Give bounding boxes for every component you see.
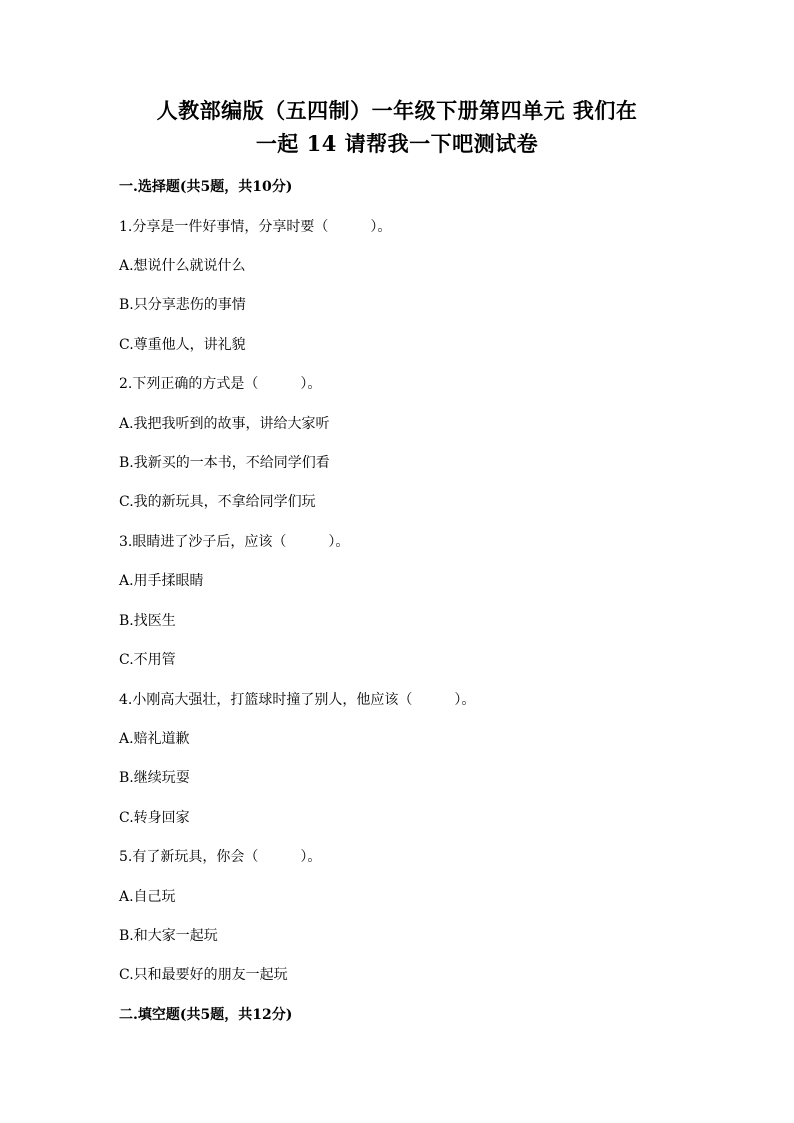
question-option: C.只和最要好的朋友一起玩 [119,967,288,983]
question-option: B.继续玩耍 [119,770,190,786]
question-option: B.我新买的一本书，不给同学们看 [119,455,330,471]
question-option: B.只分享悲伤的事情 [119,297,246,313]
question-option: A.自己玩 [119,889,176,905]
question-stem: 4.小刚高大强壮，打篮球时撞了别人，他应该（ ）。 [119,692,476,708]
question-option: A.赔礼道歉 [119,731,190,747]
question-option: B.和大家一起玩 [119,928,218,944]
question-option: A.想说什么就说什么 [119,258,246,274]
question-stem: 5.有了新玩具，你会（ ）。 [119,849,322,865]
question-stem: 1.分享是一件好事情，分享时要（ ）。 [119,219,392,235]
section-heading-choice: 一.选择题(共5题，共10分) [119,179,293,195]
section-heading-fill-blank: 二.填空题(共5题，共12分) [119,1007,293,1023]
question-option: C.转身回家 [119,810,190,826]
exam-title-line-1: 人教部编版（五四制）一年级下册第四单元 我们在 [156,98,638,123]
question-option: A.我把我听到的故事，讲给大家听 [119,416,330,432]
exam-title-line-2: 一起 14 请帮我一下吧测试卷 [255,131,539,156]
question-option: A.用手揉眼睛 [119,573,204,589]
question-option: B.找医生 [119,613,176,629]
question-option: C.不用管 [119,652,176,668]
question-option: C.我的新玩具，不拿给同学们玩 [119,494,316,510]
question-stem: 3.眼睛进了沙子后，应该（ ）。 [119,534,350,550]
question-option: C.尊重他人，讲礼貌 [119,337,246,353]
question-stem: 2.下列正确的方式是（ ）。 [119,376,322,392]
